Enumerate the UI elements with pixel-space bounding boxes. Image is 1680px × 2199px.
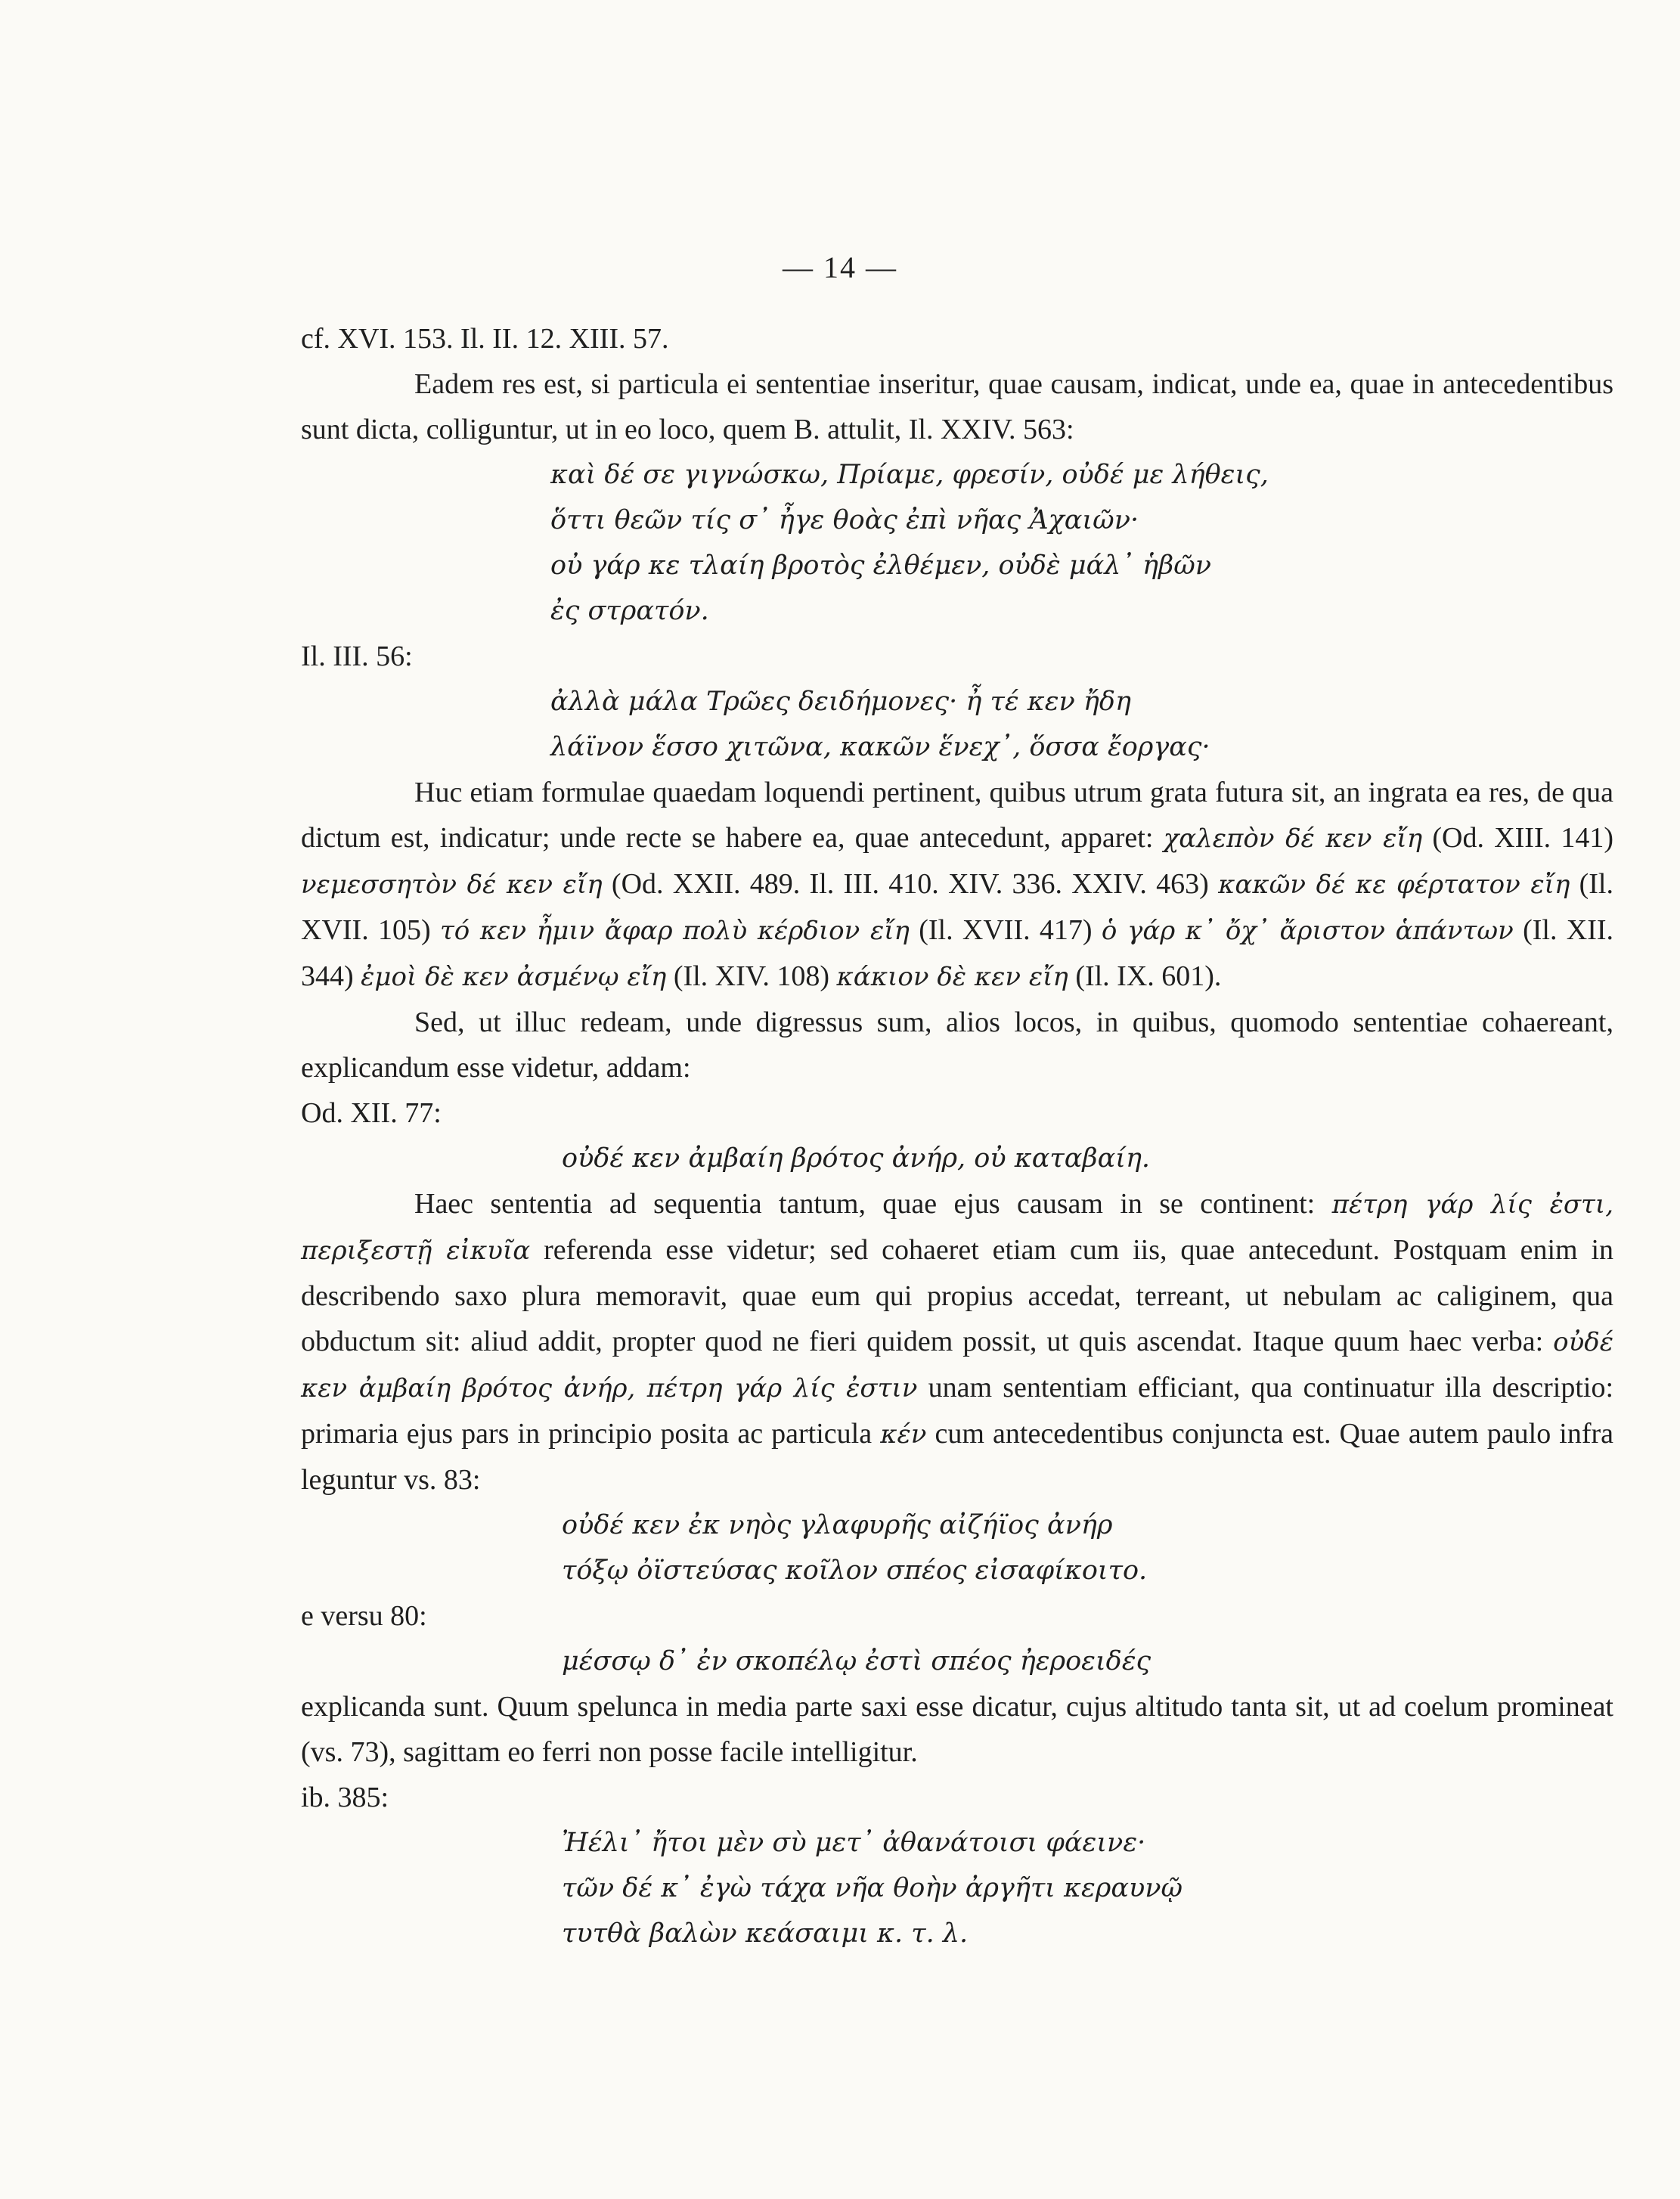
verse-line: τόξῳ ὀϊστεύσας κοῖλον σπέος εἰσαφίκοιτο.: [562, 1555, 1148, 1586]
verse-line: μέσσῳ δ᾽ ἐν σκοπέλῳ ἐστὶ σπέος ἠεροειδές: [562, 1646, 1152, 1676]
greek-phrase: ὁ γάρ κ᾽ ὄχ᾽ ἄριστον ἁπάντων: [1101, 916, 1514, 946]
reference-od-xii-77: Od. XII. 77:: [301, 1097, 442, 1129]
page-body: [301, 316, 1613, 1956]
verse-line: ἐς στρατόν.: [550, 596, 709, 626]
greek-phrase: χαλεπὸν δέ κεν εἴη: [1163, 823, 1423, 854]
citation-line: cf. XVI. 153. Il. II. 12. XIII. 57.: [301, 323, 669, 355]
greek-phrase: πέτρη γάρ λίς ἐστι, περιξεστῇ εἰκυῖα: [301, 1189, 1614, 1266]
text-run: (Il. XII. 344): [301, 914, 1614, 992]
greek-quote-4: [562, 1503, 1613, 1593]
greek-quote-3: [562, 1136, 1613, 1181]
reference-il-iii-56: Il. III. 56:: [301, 640, 413, 672]
greek-quote-2: [550, 679, 1613, 770]
verse-line: Ἠέλι᾽ ἤτοι μὲν σὺ μετ᾽ ἀθανάτοισι φάεινε·: [562, 1828, 1146, 1858]
greek-phrase: ἐμοὶ δὲ κεν ἀσμένῳ εἴη: [361, 962, 667, 992]
verse-line: οὐ γάρ κε τλαίη βροτὸς ἐλθέμεν, οὐδὲ μάλ᾽ ἡβῶν: [550, 551, 1212, 581]
verse-line: τυτθὰ βαλὼν κεάσαιμι κ. τ. λ.: [562, 1918, 969, 1949]
greek-quote-6: [562, 1820, 1613, 1956]
reference-versu-80: e versu 80:: [301, 1600, 427, 1632]
greek-phrase: κακῶν δέ κε φέρτατον εἴη: [1218, 870, 1570, 900]
greek-phrase: νεμεσσητὸν δέ κεν εἴη: [301, 870, 603, 900]
greek-phrase: κάκιον δὲ κεν εἴη: [836, 962, 1068, 992]
text-run: Huc etiam formulae quaedam loquendi pertinent, quibus utrum grata futura sit, an ingrata ea res, de qua dictum est, indicatur; unde recte se habere ea, quae antecedunt, apparet:: [301, 777, 1613, 854]
text-run: (Il. XIV. 108): [673, 960, 829, 992]
text-run: (Il. XVII. 105): [301, 868, 1613, 946]
text-run: referenda esse videtur; sed cohaeret etiam cum iis, quae antecedunt. Postquam enim in describendo saxo plura memoravit, quae eum qui propius accedat, terreant, ut nebulam ac caliginem, qua obductum sit: aliud addit, propter quod ne fieri quidem possit, ut quis ascendat. Itaque quum haec verba:: [301, 1234, 1614, 1357]
paragraph-5: explicanda sunt. Quum spelunca in media parte saxi esse dicatur, cujus altitudo tanta sit, ut ad coelum promineat (vs. 73), sagittam eo ferri non posse facile intelligitur.: [301, 1691, 1613, 1768]
verse-line: τῶν δέ κ᾽ ἐγὼ τάχα νῆα θοὴν ἀργῆτι κεραυνῷ: [562, 1873, 1183, 1903]
paragraph-2: [301, 770, 1613, 1000]
paragraph-4: [301, 1181, 1613, 1503]
text-run: (Il. XVII. 417): [919, 914, 1093, 946]
text-run: (Od. XIII. 141): [1432, 822, 1614, 854]
paragraph-1: Eadem res est, si particula ei sententiae inseritur, quae causam, indicat, unde ea, quae in antecedentibus sunt dicta, colliguntur, ut in eo loco, quem B. attulit, Il. XXIV. 563:: [301, 368, 1613, 445]
verse-line: καὶ δέ σε γιγνώσκω, Πρίαμε, φρεσίν, οὐδέ με λήθεις,: [550, 460, 1269, 490]
text-run: (Il. IX. 601).: [1075, 960, 1222, 992]
verse-line: λάϊνον ἕσσο χιτῶνα, κακῶν ἕνεχ᾽, ὅσσα ἔοργας·: [550, 732, 1210, 762]
text-run: cum antecedentibus conjuncta est. Quae autem paulo infra leguntur vs. 83:: [301, 1418, 1614, 1496]
greek-phrase: οὐδέ κεν ἀμβαίη βρότος ἀνήρ, πέτρη γάρ λίς ἐστιν: [301, 1327, 1613, 1403]
paragraph-3: Sed, ut illuc redeam, unde digressus sum, alios locos, in quibus, quomodo sententiae cohaereant, explicandum esse videtur, addam:: [301, 1006, 1613, 1084]
text-run: unam sententiam efficiant, qua continuatur illa descriptio: primaria ejus pars in principio posita ac particula: [301, 1372, 1614, 1450]
greek-phrase: κέν: [880, 1419, 927, 1450]
text-run: (Od. XXII. 489. Il. III. 410. XIV. 336. XXIV. 463): [611, 868, 1209, 900]
verse-line: ἀλλὰ μάλα Τρῶες δειδήμονες· ἦ τέ κεν ἤδη: [550, 687, 1131, 717]
greek-quote-5: [562, 1639, 1613, 1684]
verse-line: οὐδέ κεν ἀμβαίη βρότος ἀνήρ, οὐ καταβαίη.: [562, 1143, 1151, 1174]
verse-line: οὐδέ κεν ἐκ νηὸς γλαφυρῆς αἰζήϊος ἀνήρ: [562, 1510, 1113, 1540]
reference-ib-385: ib. 385:: [301, 1782, 389, 1813]
text-run: Haec sententia ad sequentia tantum, quae ejus causam in se continent:: [414, 1188, 1316, 1220]
greek-phrase: τό κεν ἦμιν ἄφαρ πολὺ κέρδιον εἴη: [440, 916, 910, 946]
greek-quote-1: [550, 452, 1613, 634]
verse-line: ὅττι θεῶν τίς σ᾽ ἦγε θοὰς ἐπὶ νῆας Ἀχαιῶν·: [550, 505, 1139, 535]
page-number: — 14 —: [783, 250, 897, 284]
